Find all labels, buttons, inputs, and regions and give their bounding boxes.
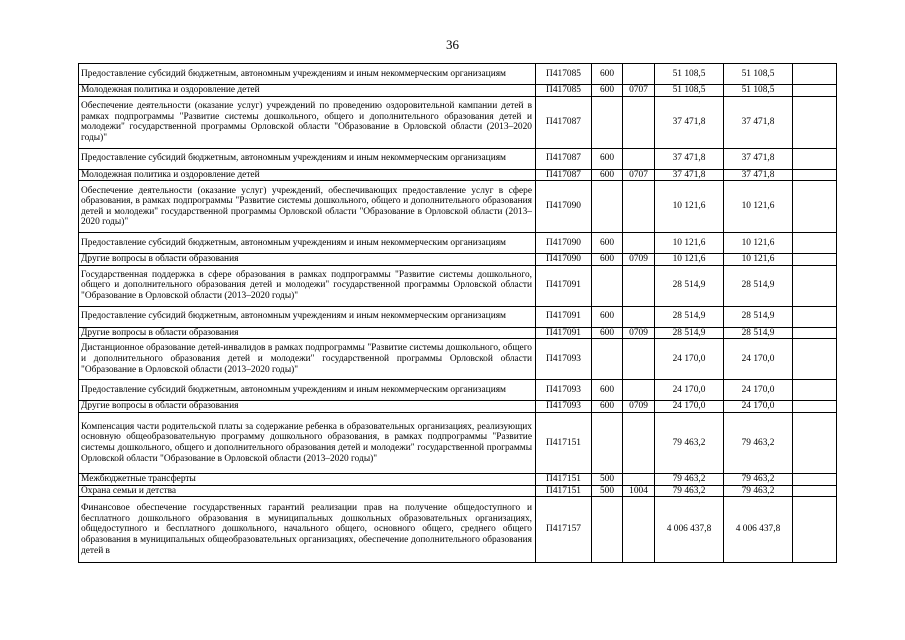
section-code: 0707	[623, 85, 655, 97]
row-description: Другие вопросы в области образования	[79, 401, 536, 413]
empty-cell	[793, 306, 837, 327]
target-article-code: П417093	[536, 380, 592, 401]
amount-1: 10 121,6	[655, 181, 724, 233]
table-row	[79, 169, 837, 181]
expense-type-code: 600	[592, 64, 623, 85]
section-code: 0707	[623, 169, 655, 181]
section-code	[623, 181, 655, 233]
expense-type-code: 600	[592, 380, 623, 401]
amount-2: 79 463,2	[724, 412, 793, 473]
empty-cell	[793, 485, 837, 497]
empty-cell	[793, 64, 837, 85]
target-article-code: П417151	[536, 473, 592, 485]
section-code	[623, 306, 655, 327]
amount-1: 51 108,5	[655, 64, 724, 85]
amount-1: 28 514,9	[655, 327, 724, 339]
budget-table	[78, 63, 837, 563]
section-code	[623, 265, 655, 306]
empty-cell	[793, 96, 837, 148]
empty-cell	[793, 181, 837, 233]
row-description: Дистанционное образование детей-инвалидов в рамках подпрограммы "Развитие системы дошкольного, общего и дополнительного образования детей и молодежи" государственной программы Орловской области "Образование в Орловской области (2013–2020 годы)"	[79, 339, 536, 380]
table-row	[79, 265, 837, 306]
row-description: Другие вопросы в области образования	[79, 327, 536, 339]
section-code: 0709	[623, 327, 655, 339]
table-row	[79, 64, 837, 85]
row-description: Обеспечение деятельности (оказание услуг) учреждений по проведению оздоровительной кампании детей в рамках подпрограммы "Развитие системы дошкольного, общего и дополнительного образования детей и молодежи" государственной программы Орловской области "Образование в Орловской области (2013–2020 годы)"	[79, 96, 536, 148]
table-row	[79, 233, 837, 254]
expense-type-code: 600	[592, 306, 623, 327]
section-code: 0709	[623, 401, 655, 413]
target-article-code: П417091	[536, 327, 592, 339]
empty-cell	[793, 254, 837, 266]
row-description: Охрана семьи и детства	[79, 485, 536, 497]
target-article-code: П417087	[536, 169, 592, 181]
amount-2: 28 514,9	[724, 265, 793, 306]
target-article-code: П417091	[536, 265, 592, 306]
empty-cell	[793, 169, 837, 181]
table-row	[79, 148, 837, 169]
amount-2: 79 463,2	[724, 473, 793, 485]
expense-type-code	[592, 412, 623, 473]
target-article-code: П417093	[536, 401, 592, 413]
table-row	[79, 485, 837, 497]
expense-type-code: 500	[592, 473, 623, 485]
target-article-code: П417085	[536, 64, 592, 85]
empty-cell	[793, 339, 837, 380]
amount-1: 37 471,8	[655, 96, 724, 148]
amount-2: 10 121,6	[724, 181, 793, 233]
amount-2: 10 121,6	[724, 233, 793, 254]
table-row	[79, 306, 837, 327]
amount-2: 37 471,8	[724, 148, 793, 169]
empty-cell	[793, 327, 837, 339]
section-code	[623, 339, 655, 380]
section-code	[623, 497, 655, 563]
amount-2: 37 471,8	[724, 169, 793, 181]
row-description: Молодежная политика и оздоровление детей	[79, 85, 536, 97]
empty-cell	[793, 380, 837, 401]
section-code	[623, 233, 655, 254]
table-row	[79, 380, 837, 401]
empty-cell	[793, 265, 837, 306]
amount-2: 37 471,8	[724, 96, 793, 148]
empty-cell	[793, 412, 837, 473]
table-row	[79, 85, 837, 97]
table-row	[79, 327, 837, 339]
expense-type-code	[592, 339, 623, 380]
section-code	[623, 412, 655, 473]
expense-type-code: 600	[592, 85, 623, 97]
table-row	[79, 96, 837, 148]
amount-1: 24 170,0	[655, 380, 724, 401]
section-code: 1004	[623, 485, 655, 497]
amount-2: 28 514,9	[724, 306, 793, 327]
row-description: Молодежная политика и оздоровление детей	[79, 169, 536, 181]
row-description: Предоставление субсидий бюджетным, автономным учреждениям и иным некоммерческим организациям	[79, 380, 536, 401]
target-article-code: П417090	[536, 181, 592, 233]
expense-type-code	[592, 181, 623, 233]
row-description: Предоставление субсидий бюджетным, автономным учреждениям и иным некоммерческим организациям	[79, 306, 536, 327]
amount-1: 28 514,9	[655, 306, 724, 327]
target-article-code: П417093	[536, 339, 592, 380]
table-row	[79, 181, 837, 233]
section-code	[623, 148, 655, 169]
target-article-code: П417087	[536, 96, 592, 148]
expense-type-code: 600	[592, 233, 623, 254]
table-row	[79, 339, 837, 380]
row-description: Межбюджетные трансферты	[79, 473, 536, 485]
row-description: Предоставление субсидий бюджетным, автономным учреждениям и иным некоммерческим организациям	[79, 148, 536, 169]
amount-2: 24 170,0	[724, 380, 793, 401]
table-row	[79, 254, 837, 266]
amount-1: 10 121,6	[655, 254, 724, 266]
amount-1: 37 471,8	[655, 169, 724, 181]
target-article-code: П417151	[536, 412, 592, 473]
empty-cell	[793, 497, 837, 563]
amount-2: 51 108,5	[724, 85, 793, 97]
amount-2: 10 121,6	[724, 254, 793, 266]
section-code: 0709	[623, 254, 655, 266]
amount-2: 51 108,5	[724, 64, 793, 85]
empty-cell	[793, 233, 837, 254]
expense-type-code: 600	[592, 169, 623, 181]
row-description: Государственная поддержка в сфере образования в рамках подпрограммы "Развитие системы дошкольного, общего и дополнительного образования детей и молодежи" государственной программы Орловской области "Образование в Орловской области (2013–2020 годы)"	[79, 265, 536, 306]
target-article-code: П417087	[536, 148, 592, 169]
amount-1: 4 006 437,8	[655, 497, 724, 563]
section-code	[623, 473, 655, 485]
amount-1: 24 170,0	[655, 339, 724, 380]
target-article-code: П417157	[536, 497, 592, 563]
table-row	[79, 401, 837, 413]
target-article-code: П417090	[536, 233, 592, 254]
target-article-code: П417151	[536, 485, 592, 497]
table-row	[79, 497, 837, 563]
row-description: Обеспечение деятельности (оказание услуг) учреждений, обеспечивающих предоставление услуг в сфере образования, в рамках подпрограммы "Развитие системы дошкольного, общего и дополнительного образования детей и молодежи" государственной программы Орловской области "Образование в Орловской области (2013–2020 годы)"	[79, 181, 536, 233]
row-description: Предоставление субсидий бюджетным, автономным учреждениям и иным некоммерческим организациям	[79, 64, 536, 85]
amount-1: 37 471,8	[655, 148, 724, 169]
expense-type-code	[592, 96, 623, 148]
amount-2: 28 514,9	[724, 327, 793, 339]
section-code	[623, 380, 655, 401]
page-number: 36	[446, 37, 459, 52]
expense-type-code: 600	[592, 148, 623, 169]
amount-1: 24 170,0	[655, 401, 724, 413]
empty-cell	[793, 401, 837, 413]
amount-1: 79 463,2	[655, 412, 724, 473]
amount-1: 51 108,5	[655, 85, 724, 97]
table-row	[79, 473, 837, 485]
target-article-code: П417090	[536, 254, 592, 266]
row-description: Финансовое обеспечение государственных гарантий реализации прав на получение общедоступного и бесплатного дошкольного образования в муниципальных дошкольных образовательных организациях, общедоступного и бесплатного дошкольного, начального общего, основного общего, среднего общего образования в муниципальных общеобразовательных организациях, обеспечение дополнительного образования детей в	[79, 497, 536, 563]
amount-2: 79 463,2	[724, 485, 793, 497]
amount-1: 79 463,2	[655, 473, 724, 485]
section-code	[623, 64, 655, 85]
table-row	[79, 412, 837, 473]
budget-table-body	[79, 64, 837, 563]
empty-cell	[793, 85, 837, 97]
empty-cell	[793, 148, 837, 169]
expense-type-code: 600	[592, 401, 623, 413]
section-code	[623, 96, 655, 148]
amount-1: 79 463,2	[655, 485, 724, 497]
row-description: Другие вопросы в области образования	[79, 254, 536, 266]
empty-cell	[793, 473, 837, 485]
row-description: Компенсация части родительской платы за содержание ребенка в образовательных организациях, реализующих основную общеобразовательную программу дошкольного образования, в рамках подпрограммы "Развитие системы дошкольного, общего и дополнительного образования детей и молодежи" государственной программы Орловской области "Образование в Орловской области (2013–2020 годы)"	[79, 412, 536, 473]
amount-1: 28 514,9	[655, 265, 724, 306]
expense-type-code	[592, 265, 623, 306]
target-article-code: П417091	[536, 306, 592, 327]
row-description: Предоставление субсидий бюджетным, автономным учреждениям и иным некоммерческим организациям	[79, 233, 536, 254]
expense-type-code: 600	[592, 254, 623, 266]
expense-type-code: 500	[592, 485, 623, 497]
amount-1: 10 121,6	[655, 233, 724, 254]
target-article-code: П417085	[536, 85, 592, 97]
amount-2: 24 170,0	[724, 339, 793, 380]
amount-2: 4 006 437,8	[724, 497, 793, 563]
expense-type-code	[592, 497, 623, 563]
expense-type-code: 600	[592, 327, 623, 339]
amount-2: 24 170,0	[724, 401, 793, 413]
